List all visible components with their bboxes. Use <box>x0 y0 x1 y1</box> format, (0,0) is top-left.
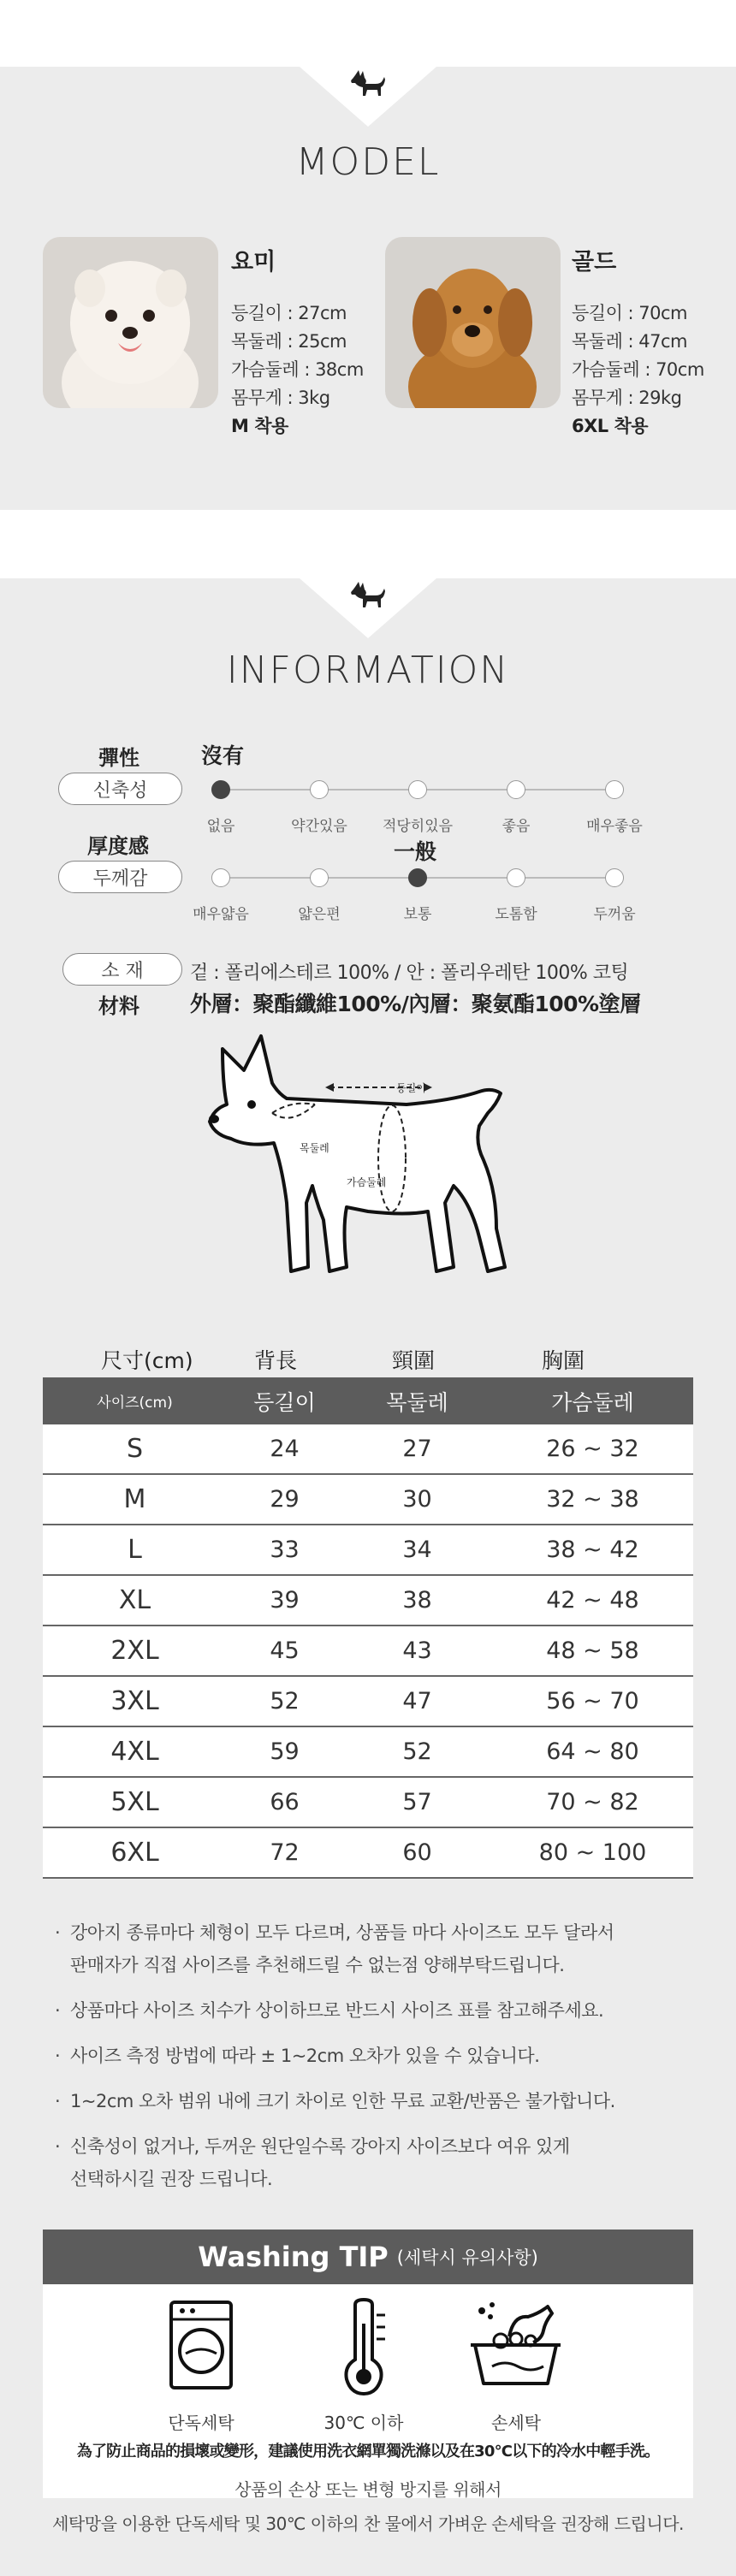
note-item <box>55 2085 686 2117</box>
thickness-tick: 도톰함 <box>495 906 537 923</box>
table-row <box>43 1525 693 1576</box>
information-section <box>0 578 736 2576</box>
elasticity-dot-0 <box>211 780 230 799</box>
washing-note-cn: 為了防止商品的損壞或變形，建議使用洗衣網單獨洗滌以及在30°C以下的冷水中輕手洗。 <box>76 2443 660 2461</box>
note-line: 1~2cm 오차 범위 내에 크기 차이로 인한 무료 교환/반품은 불가합니다. <box>70 2091 615 2111</box>
thermometer-icon <box>334 2298 394 2396</box>
model-weight: 몸무게 : 3kg <box>231 388 330 408</box>
washing-note-line1: 상품의 손상 또는 변형 방지를 위해서 <box>234 2479 502 2500</box>
table-cell: 2XL <box>110 1636 159 1666</box>
table-cell: 80 ~ 100 <box>538 1839 647 1866</box>
material-text-kr: 겉 : 폴리에스테르 100% / 안 : 폴리우레탄 100% 코팅 <box>190 962 629 984</box>
note-line: 판매자가 직접 사이즈를 추천해드릴 수 없는점 양해부탁드립니다. <box>70 1955 565 1975</box>
thickness-tick: 보통 <box>403 906 432 923</box>
table-cell: 33 <box>270 1537 300 1563</box>
note-item <box>55 2130 686 2195</box>
diagram-chest-label: 가슴둘레 <box>347 1176 387 1188</box>
table-cell: 45 <box>270 1637 300 1664</box>
washing-note-line2: 세탁망을 이용한 단독세탁 및 30℃ 이하의 찬 물에서 가벼운 손세탁을 권장해 드립니다. <box>52 2514 684 2534</box>
table-cell: 48 ~ 58 <box>546 1637 639 1664</box>
table-cell: 30 <box>402 1486 432 1513</box>
hand-wash-icon <box>466 2298 565 2392</box>
table-head-cn: 尺寸(cm) <box>101 1348 193 1373</box>
diagram-neck-label: 목둘레 <box>300 1142 329 1154</box>
model-name: 골드 <box>572 249 617 275</box>
note-line: 상품마다 사이즈 치수가 상이하므로 반드시 사이즈 표를 참고해주세요. <box>70 2000 604 2021</box>
material-text-cn: 外層：聚酯纖維100%/內層：聚氨酯100%塗層 <box>190 992 641 1016</box>
table-cell: 72 <box>270 1839 300 1866</box>
elasticity-tick: 적당히있음 <box>382 818 454 835</box>
table-row <box>43 1828 693 1879</box>
thickness-dot-4 <box>605 868 624 887</box>
table-head-cn: 背長 <box>254 1348 298 1373</box>
size-table <box>43 1377 693 1879</box>
diagram-back-label: 등길이 <box>396 1082 426 1094</box>
table-row <box>43 1626 693 1677</box>
note-item <box>55 2040 686 2072</box>
elasticity-tick: 좋음 <box>502 818 531 835</box>
table-cell: 27 <box>402 1436 432 1462</box>
table-cell: 4XL <box>110 1737 159 1767</box>
table-header-cell: 등길이 <box>253 1389 316 1415</box>
dog-logo-icon <box>347 580 389 614</box>
elasticity-label-cn: 彈性 <box>98 746 139 770</box>
note-bullet: · <box>55 2046 61 2066</box>
elasticity-dot-3 <box>507 780 525 799</box>
note-item <box>55 1994 686 2027</box>
dog-logo-icon <box>347 68 389 103</box>
table-header-cell: 가슴둘레 <box>551 1389 634 1415</box>
thickness-tick: 두꺼움 <box>593 906 636 923</box>
table-cell: 47 <box>402 1688 432 1714</box>
table-cell: 66 <box>270 1789 300 1815</box>
note-line: 사이즈 측정 방법에 따라 ± 1~2cm 오차가 있을 수 있습니다. <box>70 2046 540 2066</box>
table-cell: 56 ~ 70 <box>546 1688 639 1714</box>
wash-label-solo: 단독세탁 <box>168 2413 234 2433</box>
table-row <box>43 1576 693 1626</box>
thickness-dot-2 <box>408 868 427 887</box>
note-bullet: · <box>55 2091 61 2111</box>
table-cell: 26 ~ 32 <box>546 1436 639 1462</box>
table-row <box>43 1778 693 1828</box>
thickness-dot-0 <box>211 868 230 887</box>
note-line: 신축성이 없거나, 두꺼운 원단일수록 강아지 사이즈보다 여유 있게 <box>70 2136 570 2157</box>
thickness-tick: 매우얇음 <box>193 906 249 923</box>
note-bullet: · <box>55 2000 61 2021</box>
table-header-cell: 목둘레 <box>386 1389 448 1415</box>
thickness-label-cn: 厚度感 <box>87 834 149 858</box>
model-neck: 목둘레 : 47cm <box>572 331 688 352</box>
table-cell: 39 <box>270 1587 300 1614</box>
thickness-dot-3 <box>507 868 525 887</box>
table-cell: 52 <box>270 1688 300 1714</box>
model-chest: 가슴둘레 : 70cm <box>572 359 704 380</box>
elasticity-dot-2 <box>408 780 427 799</box>
note-item <box>55 1916 686 1981</box>
table-cell: S <box>126 1434 144 1464</box>
note-line: 강아지 종류마다 체형이 모두 다르며, 상품들 마다 사이즈도 모두 달라서 <box>70 1922 614 1943</box>
table-cell: 34 <box>402 1537 432 1563</box>
table-cell: 52 <box>402 1738 432 1765</box>
model-weight: 몸무게 : 29kg <box>572 388 682 408</box>
measurement-diagram <box>197 1032 539 1284</box>
model-photo-gold <box>385 237 561 408</box>
model-section <box>0 67 736 510</box>
table-cell: 59 <box>270 1738 300 1765</box>
table-cell: 5XL <box>110 1787 159 1817</box>
thickness-pill: 두께감 <box>58 861 182 893</box>
elasticity-marker: 沒有 <box>201 743 245 768</box>
table-cell: M <box>123 1484 146 1514</box>
table-cell: 24 <box>270 1436 300 1462</box>
elasticity-dot-4 <box>605 780 624 799</box>
table-cell: 60 <box>402 1839 432 1866</box>
model-chest: 가슴둘레 : 38cm <box>231 359 364 380</box>
thickness-dot-1 <box>310 868 329 887</box>
model-title: MODEL <box>295 140 441 184</box>
note-bullet: · <box>55 1922 61 1943</box>
elasticity-tick: 약간있음 <box>291 818 347 835</box>
elasticity-tick: 매우좋음 <box>586 818 643 835</box>
table-cell: XL <box>118 1585 151 1615</box>
information-title: INFORMATION <box>226 648 510 692</box>
table-cell: L <box>128 1535 142 1565</box>
model-back-length: 등길이 : 70cm <box>572 303 688 323</box>
note-bullet: · <box>55 2136 61 2157</box>
table-cell: 57 <box>402 1789 432 1815</box>
table-cell: 64 ~ 80 <box>546 1738 639 1765</box>
table-header-cell: 사이즈(cm) <box>97 1395 173 1412</box>
model-size: 6XL 착용 <box>572 416 649 436</box>
wash-label-handwash: 손세탁 <box>491 2413 541 2433</box>
table-row <box>43 1727 693 1778</box>
table-cell: 38 ~ 42 <box>546 1537 639 1563</box>
table-row <box>43 1424 693 1475</box>
table-cell: 32 ~ 38 <box>546 1486 639 1513</box>
washing-tip-bar <box>43 2230 693 2284</box>
thickness-marker: 一般 <box>394 839 437 864</box>
model-photo-yomi <box>43 237 218 408</box>
table-cell: 43 <box>402 1637 432 1664</box>
table-cell: 6XL <box>110 1838 159 1868</box>
wash-label-temp: 30℃ 이하 <box>323 2413 404 2433</box>
elasticity-dot-1 <box>310 780 329 799</box>
table-row <box>43 1475 693 1525</box>
table-cell: 70 ~ 82 <box>546 1789 639 1815</box>
table-row <box>43 1677 693 1727</box>
model-back-length: 등길이 : 27cm <box>231 303 347 323</box>
table-cell: 29 <box>270 1486 300 1513</box>
elasticity-tick: 없음 <box>206 818 235 835</box>
table-head-cn: 頸圍 <box>392 1348 436 1373</box>
washing-machine-icon <box>167 2298 235 2392</box>
model-size: M 착용 <box>231 416 288 436</box>
table-cell: 3XL <box>110 1686 159 1716</box>
washing-tip-subtitle: (세탁시 유의사항) <box>396 2247 538 2268</box>
table-cell: 38 <box>402 1587 432 1614</box>
model-name: 요미 <box>231 249 276 275</box>
material-label-cn: 材料 <box>98 994 139 1018</box>
table-head-cn: 胸圍 <box>542 1348 585 1373</box>
thickness-tick: 얇은편 <box>298 906 341 923</box>
material-pill: 소 재 <box>62 953 182 986</box>
note-line: 선택하시길 권장 드립니다. <box>70 2169 273 2189</box>
elasticity-pill: 신축성 <box>58 773 182 805</box>
table-cell: 42 ~ 48 <box>546 1587 639 1614</box>
washing-tip-title: Washing TIP <box>198 2241 389 2273</box>
table-header <box>43 1377 693 1424</box>
model-neck: 목둘레 : 25cm <box>231 331 347 352</box>
